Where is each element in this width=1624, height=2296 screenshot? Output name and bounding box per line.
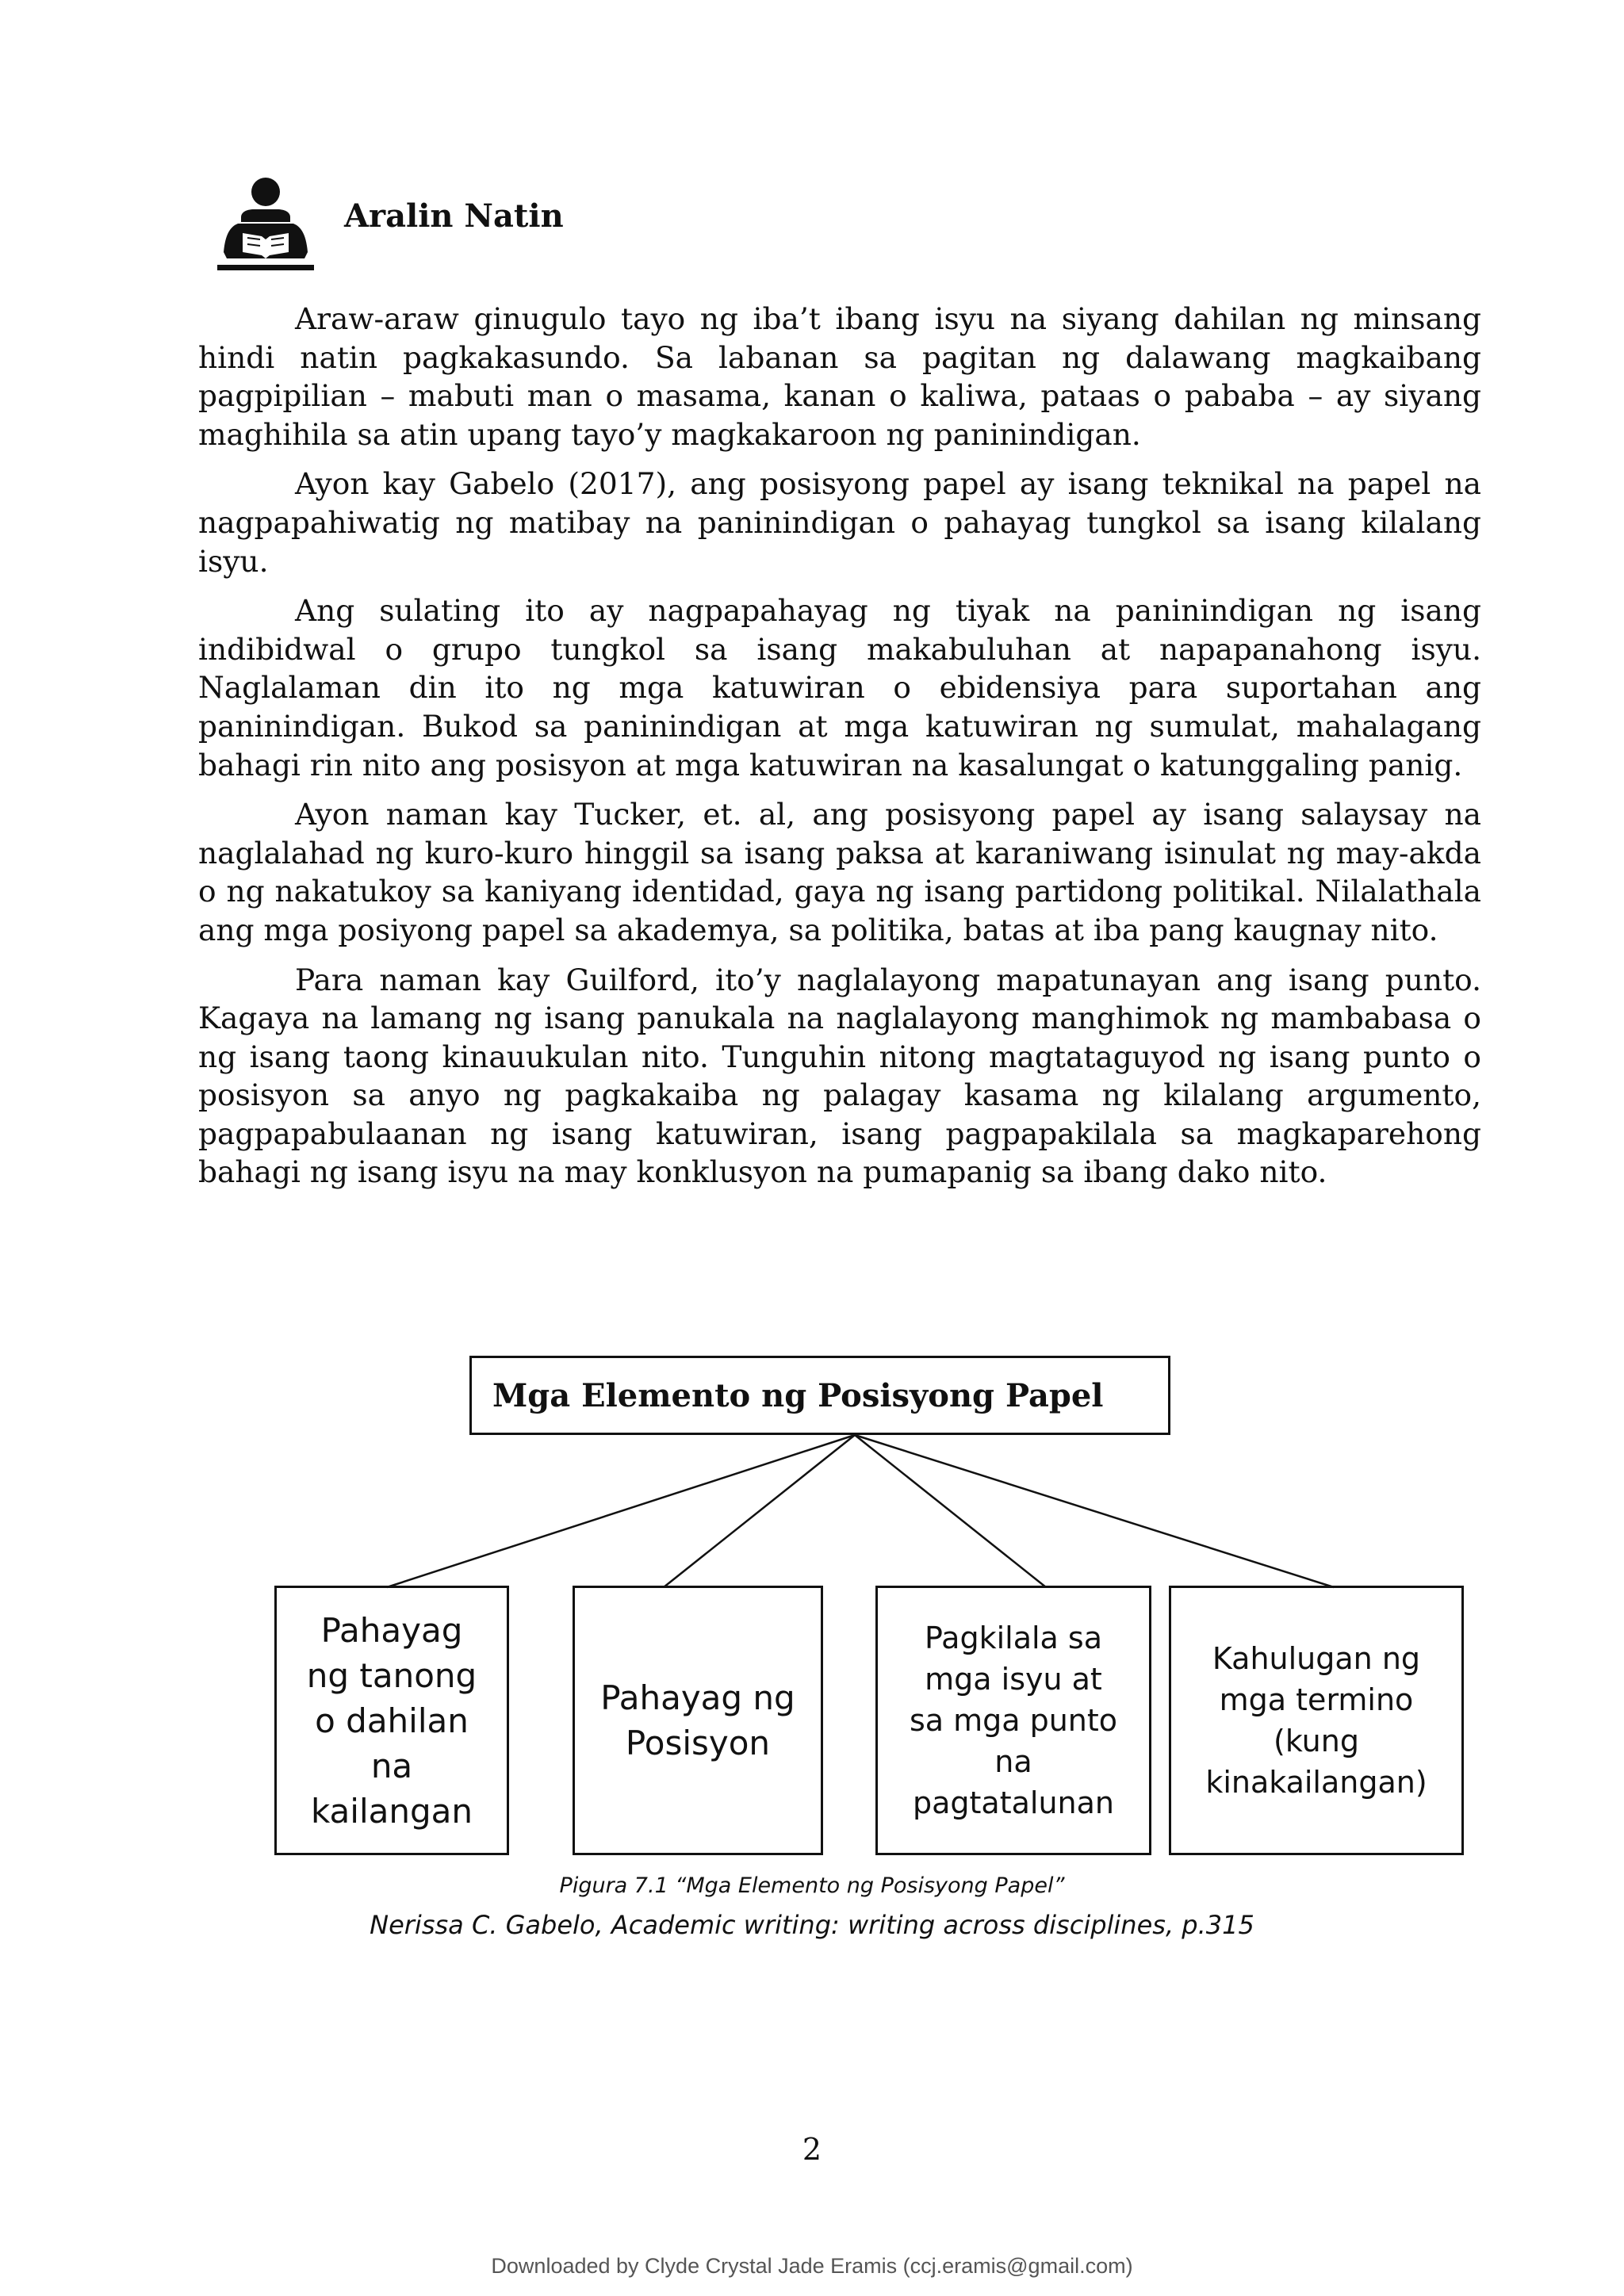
element-line: pagtatalunan: [912, 1785, 1114, 1820]
element-line: na: [370, 1746, 413, 1785]
element-text: [307, 1608, 477, 1834]
element-line: na: [994, 1744, 1032, 1779]
element-text: [600, 1675, 795, 1766]
element-line: mga termino: [1219, 1682, 1414, 1717]
element-text: [1205, 1638, 1427, 1803]
element-text: [910, 1617, 1117, 1823]
diagram-root-box: Mga Elemento ng Posisyong Papel: [469, 1356, 1170, 1435]
element-line: Posisyon: [625, 1724, 771, 1762]
diagram-element-box: [875, 1586, 1151, 1855]
download-footer: Downloaded by Clyde Crystal Jade Eramis (ccj.eramis@gmail.com): [491, 2254, 1133, 2278]
figure-caption: Pigura 7.1 “Mga Elemento ng Posisyong Papel”: [559, 1873, 1065, 1898]
element-line: Pahayag: [320, 1610, 463, 1650]
element-line: o dahilan: [315, 1701, 469, 1740]
paragraph: Ang sulating ito ay nagpapahayag ng tiyak na paninindigan ng isang indibidwal o grupo tungkol sa isang makabuluhan at napapanahong isyu. Naglalaman din ito ng mga katuwiran o ebidensiya para suportahan ang paninindigan. Bukod sa paninindigan at mga katuwiran ng sumulat, mahalagang bahagi rin nito ang posisyon at mga katuwiran na kasalungat o katunggaling panig.: [198, 593, 1481, 783]
element-line: ng tanong: [306, 1655, 477, 1695]
page-number: 2: [802, 2132, 822, 2167]
connector-line: [387, 1435, 855, 1587]
connector-line: [664, 1435, 855, 1587]
element-line: (kung: [1274, 1724, 1359, 1758]
element-line: Pahayag ng: [600, 1678, 795, 1717]
reading-person-icon: [216, 176, 316, 276]
connector-line: [855, 1435, 1046, 1587]
element-line: sa mga punto: [909, 1703, 1118, 1738]
elements-diagram: [270, 1356, 1475, 1871]
paragraph: Para naman kay Guilford, ito’y naglalayong mapatunayan ang isang punto. Kagaya na lamang ng isang panukala na naglalayong manghimok ng mambabasa o ng isang taong kinauukulan nito. Tunguhin nitong magtataguyod ng isang punto o posisyon sa anyo ng pagkakaiba ng palagay kasama ng kilalang argumento, pagpapabulaanan ng isang katuwiran, isang pagpapakilala sa magkaparehong bahagi ng isang isyu na may konklusyon na pumapanig sa ibang dako nito.: [198, 962, 1481, 1190]
section-title: Aralin Natin: [344, 197, 564, 235]
diagram-element-box: [1169, 1586, 1464, 1855]
diagram-element-box: [274, 1586, 509, 1855]
paragraph: Ayon naman kay Tucker, et. al, ang posisyong papel ay isang salaysay na naglalahad ng kuro-kuro hinggil sa isang paksa at karaniwang isinulat ng may-akda o ng nakatukoy sa kaniyang identidad, gaya ng isang partidong politikal. Nilalathala ang mga posiyong papel sa akademya, sa politika, batas at iba pang kaugnay nito.: [198, 797, 1481, 947]
connector-line: [855, 1435, 1334, 1587]
paragraph: Araw-araw ginugulo tayo ng iba’t ibang isyu na siyang dahilan ng minsang hindi natin pagkakasundo. Sa labanan sa pagitan ng dalawang magkaibang pagpipilian – mabuti man o masama, kanan o kaliwa, pataas o pababa – ay siyang maghihila sa atin upang tayo’y magkakaroon ng paninindigan.: [198, 301, 1481, 452]
section-header: [216, 176, 1009, 279]
element-line: Kahulugan ng: [1212, 1641, 1421, 1676]
element-line: Pagkilala sa: [924, 1621, 1102, 1655]
body-text: [198, 300, 1481, 1203]
element-line: kailangan: [310, 1791, 473, 1831]
element-line: mga isyu at: [925, 1662, 1102, 1697]
element-line: kinakailangan): [1205, 1765, 1427, 1800]
paragraph: Ayon kay Gabelo (2017), ang posisyong papel ay isang teknikal na papel na nagpapahiwatig ng matibay na paninindigan o pahayag tungkol sa isang kilalang isyu.: [198, 466, 1481, 579]
figure-source: Nerissa C. Gabelo, Academic writing: writing across disciplines, p.315: [370, 1910, 1254, 1940]
diagram-element-box: [573, 1586, 823, 1855]
